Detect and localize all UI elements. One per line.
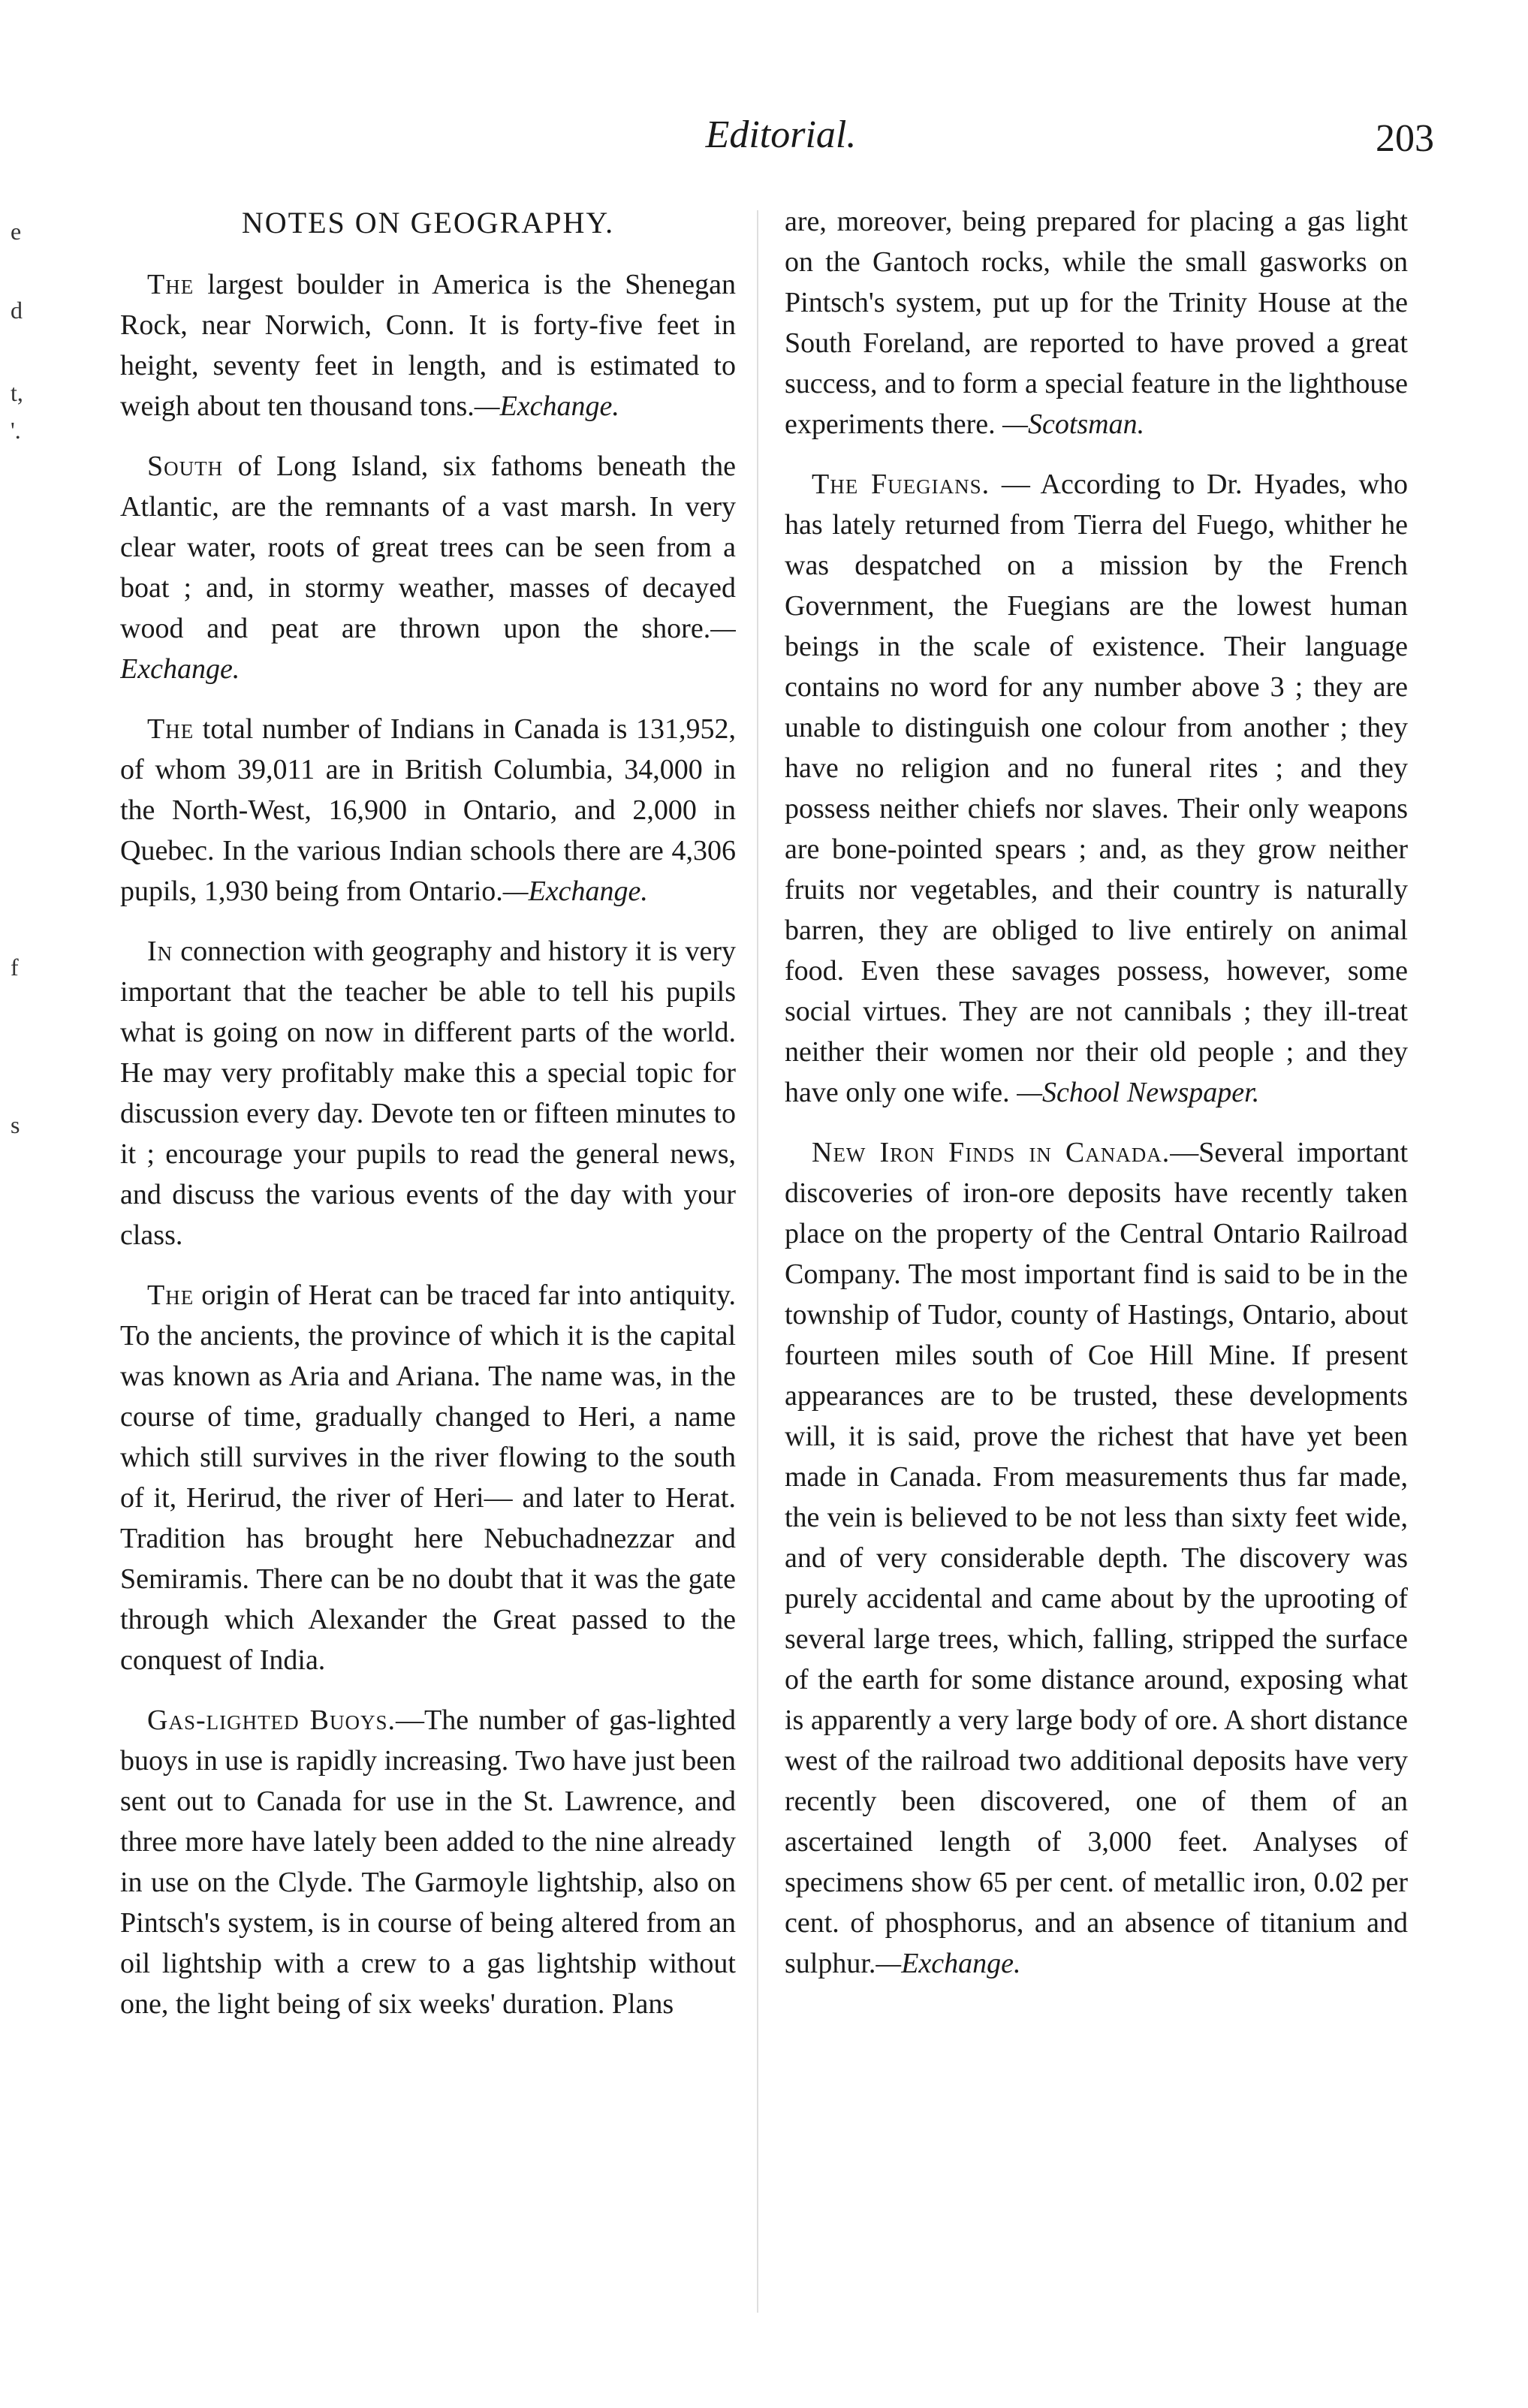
paragraph-iron-finds [785, 1132, 1408, 1984]
paragraph-text: of Long Island, six fathoms beneath the Atlantic, are the remnants of a vast marsh. In very clear water, roots of great trees can be seen from a boat ; and, in stormy weather, masses of decayed wood and peat are thrown upon the shore. [120, 451, 736, 644]
paragraph-gas-buoys [120, 1700, 736, 2024]
paragraph-text: — According to Dr. Hyades, who has lately returned from Tierra del Fuego, whither he was despatched on a mission by the French Government, the Fuegians are the lowest human beings in the scale of existence. Their language contains no word for any number above 3 ; they are unable to distinguish one colour from another ; they have no religion and no funeral rites ; and they possess neither chiefs nor slaves. Their only weapons are bone-pointed spears ; and, as they grow neither fruits nor vegetables, and their country is naturally barren, they are obliged to live entirely on animal food. Even these savages possess, however, some social virtues. They are not cannibals ; they ill-treat neither their women nor their old people ; and they have only one wife. [785, 469, 1408, 1108]
paragraph-boulder [120, 264, 736, 426]
paragraph-lead: The Fuegians. [812, 469, 990, 500]
margin-bleed-marks [11, 210, 41, 1337]
paragraph-gas-buoys-continued [785, 201, 1408, 445]
paragraph-text: —Several important discoveries of iron-ore deposits have recently taken place on the property of the Central Ontario Railroad Company. The most important find is said to be in the township of Tudor, county of Hastings, Ontario, about fourteen miles south of Coe Hill Mine. If present appearances are to be trusted, these developments will, it is said, prove the richest that have yet been made in Canada. From measurements thus far made, the vein is believed to be not less than sixty feet wide, and of very considerable depth. The discovery was purely accidental and came about by the uprooting of several large trees, which, falling, stripped the surface of the earth for some distance around, exposing what is apparently a very large body of ore. A short distance west of the railroad two additional deposits have very recently been discovered, one of them of an ascertained length of 3,000 feet. Analyses of specimens show 65 per cent. of metallic iron, 0.02 per cent. of phosphorus, and an absence of titanium and sulphur. [785, 1137, 1408, 1979]
margin-mark: e [11, 218, 22, 245]
paragraph-indians [120, 709, 736, 912]
section-title: NOTES ON GEOGRAPHY. [241, 206, 615, 240]
paragraph-source: —Scotsman. [1002, 408, 1145, 440]
paragraph-text: origin of Herat can be traced far into antiquity. To the ancients, the province of which it is the capital was known as Aria and Ariana. The name was, in the course of time, gradually changed to Heri, a name which still survives in the river flowing to the south of it, Herirud, the river of Heri— and later to Herat. Tradition has brought here Nebuchadnezzar and Semiramis. There can be no doubt that it was the gate through which Alexander the Great passed to the conquest of India. [120, 1279, 736, 1676]
paragraph-geography-history [120, 931, 736, 1255]
margin-mark: d [11, 297, 23, 324]
paragraph-text: are, moreover, being prepared for placing a gas light on the Gantoch rocks, while the small gasworks on Pintsch's system, put up for the Trinity House at the South Foreland, are reported to have proved a great success, and to form a special feature in the lighthouse experiments there. [785, 206, 1408, 440]
column-divider [757, 210, 759, 2313]
right-column [785, 201, 1408, 2364]
paragraph-lead: The [147, 713, 194, 745]
paragraph-lead: The [147, 1279, 194, 1311]
paragraph-lead: New Iron Finds in Canada. [812, 1137, 1171, 1168]
paragraph-source: —Exchange. [474, 390, 619, 422]
paragraph-lead: The [147, 269, 194, 300]
paragraph-source: —Exchange. [502, 875, 648, 907]
paragraph-text: total number of Indians in Canada is 131,952, of whom 39,011 are in British Columbia, 34,000 in the North-West, 16,900 in Ontario, and 2,000 in Quebec. In the various Indian schools there are 4,306 pupils, 1,930 being from Ontario. [120, 713, 736, 907]
margin-mark: f [11, 954, 19, 981]
left-column [120, 203, 736, 2350]
paragraph-text: connection with geography and history it is very important that the teacher be able to tell his pupils what is going on now in different parts of the world. He may very profitably make this a special topic for discussion every day. Devote ten or fifteen minutes to it ; encourage your pupils to read the general news, and discuss the various events of the day with your class. [120, 936, 736, 1251]
running-title: Editorial. [705, 113, 857, 156]
margin-mark: s [11, 1111, 20, 1138]
paragraph-source: —Exchange. [120, 613, 736, 685]
page-number: 203 [1376, 117, 1434, 160]
paragraph-lead: Gas-lighted Buoys. [147, 1704, 396, 1736]
paragraph-long-island [120, 446, 736, 689]
paragraph-lead: In [147, 936, 173, 967]
paragraph-lead: South [147, 451, 224, 482]
paragraph-text: —The number of gas-lighted buoys in use is rapidly increasing. Two have just been sent out to Canada for use in the St. Lawrence, and three more have lately been added to the nine already in use on the Clyde. The Garmoyle lightship, also on Pintsch's system, is in course of being altered from an oil lightship with a crew to a gas lightship without one, the light being of six weeks' duration. Plans [120, 1704, 736, 2020]
paragraph-herat [120, 1275, 736, 1680]
paragraph-source: —School Newspaper. [1017, 1077, 1260, 1108]
paragraph-text: largest boulder in America is the Shenegan Rock, near Norwich, Conn. It is forty-five feet in height, seventy feet in length, and is estimated to weigh about ten thousand tons. [120, 269, 736, 422]
margin-mark: t, [11, 379, 23, 406]
margin-mark: '. [11, 417, 21, 444]
paragraph-fuegians [785, 464, 1408, 1113]
paragraph-source: —Exchange. [876, 1948, 1021, 1979]
